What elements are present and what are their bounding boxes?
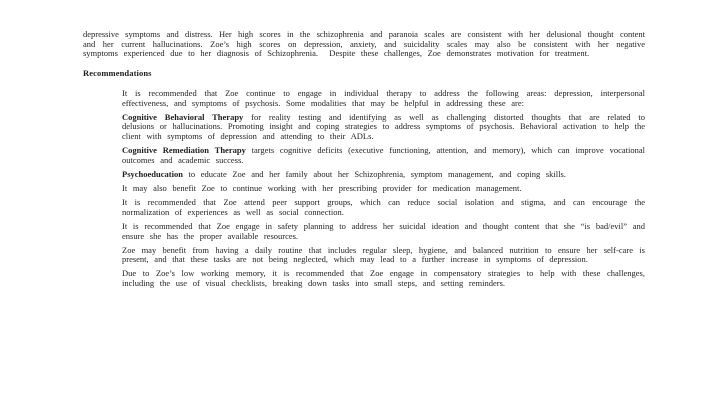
bold-lead: Cognitive Remediation Therapy bbox=[122, 145, 246, 156]
paragraph-text: Due to Zoe’s low working memory, it is recommended that Zoe engage in compensatory strategies to help with these challenges, including the use of visual checklists, breaking down tasks into small steps, and setting reminders. bbox=[122, 268, 645, 289]
paragraph-text: for reality testing and identifying as well as challenging distorted thoughts that are related to delusions or hallucinations. Promoting insight and coping strategies to address symptoms of psychosis. Behavioral activation to help the client with symptoms of depression and attending to their ADLs. bbox=[122, 111, 645, 142]
recommendations-heading: Recommendations bbox=[83, 68, 152, 79]
recommendation-paragraph bbox=[122, 198, 645, 217]
recommendation-paragraph bbox=[122, 222, 645, 241]
paragraph-text: It is recommended that Zoe attend peer support groups, which can reduce social isolation and stigma, and can encourage the normalization of experiences as well as social connection. bbox=[122, 197, 645, 217]
paragraph-text: targets cognitive deficits (executive functioning, attention, and memory), which can improve vocational outcomes and academic success. bbox=[122, 145, 645, 165]
paragraph-text: It is recommended that Zoe continue to engage in individual therapy to address the following areas: depression, interpersonal effectiveness, and symptoms of psychosis. Some modalities that may be helpful in addressing these are: bbox=[122, 87, 645, 108]
paragraph-text: It is recommended that Zoe engage in safety planning to address her suicidal ideation and thought content that she “is bad/evil” and ensure she has the proper available resources. bbox=[122, 220, 645, 241]
recommendation-paragraph bbox=[122, 184, 645, 194]
recommendation-paragraph bbox=[122, 146, 645, 165]
bold-lead: Cognitive Behavioral Therapy bbox=[122, 111, 244, 122]
recommendation-paragraph bbox=[122, 246, 645, 265]
paragraph-text: It may also benefit Zoe to continue working with her prescribing provider for medication management. bbox=[122, 183, 522, 193]
recommendation-paragraph bbox=[122, 89, 645, 108]
recommendation-paragraph bbox=[122, 170, 645, 180]
intro-paragraph bbox=[83, 30, 645, 59]
recommendation-paragraph bbox=[122, 269, 645, 288]
paragraph-text: Zoe may benefit from having a daily routine that includes regular sleep, hygiene, and balanced nutrition to ensure her self-care is present, and that these tasks are not being neglected, which may lead to a further increase in symptoms of depression. bbox=[122, 244, 645, 265]
paragraph-text: to educate Zoe and her family about her Schizophrenia, symptom management, and coping skills. bbox=[182, 168, 566, 179]
bold-lead: Psychoeducation bbox=[122, 168, 183, 179]
document-text-block bbox=[83, 30, 645, 293]
recommendation-paragraph bbox=[122, 113, 645, 142]
paragraph-text: depressive symptoms and distress. Her high scores in the schizophrenia and paranoia scales are consistent with her delusional thought content and her current hallucinations. Zoe’s high scores on depression, anxiety, and suicidality scales may also be consistent with her negative symptoms experienced due to her diagnosis of Schizophrenia. Despite these challenges, Zoe demonstrates motivation for treatment. bbox=[83, 29, 645, 59]
